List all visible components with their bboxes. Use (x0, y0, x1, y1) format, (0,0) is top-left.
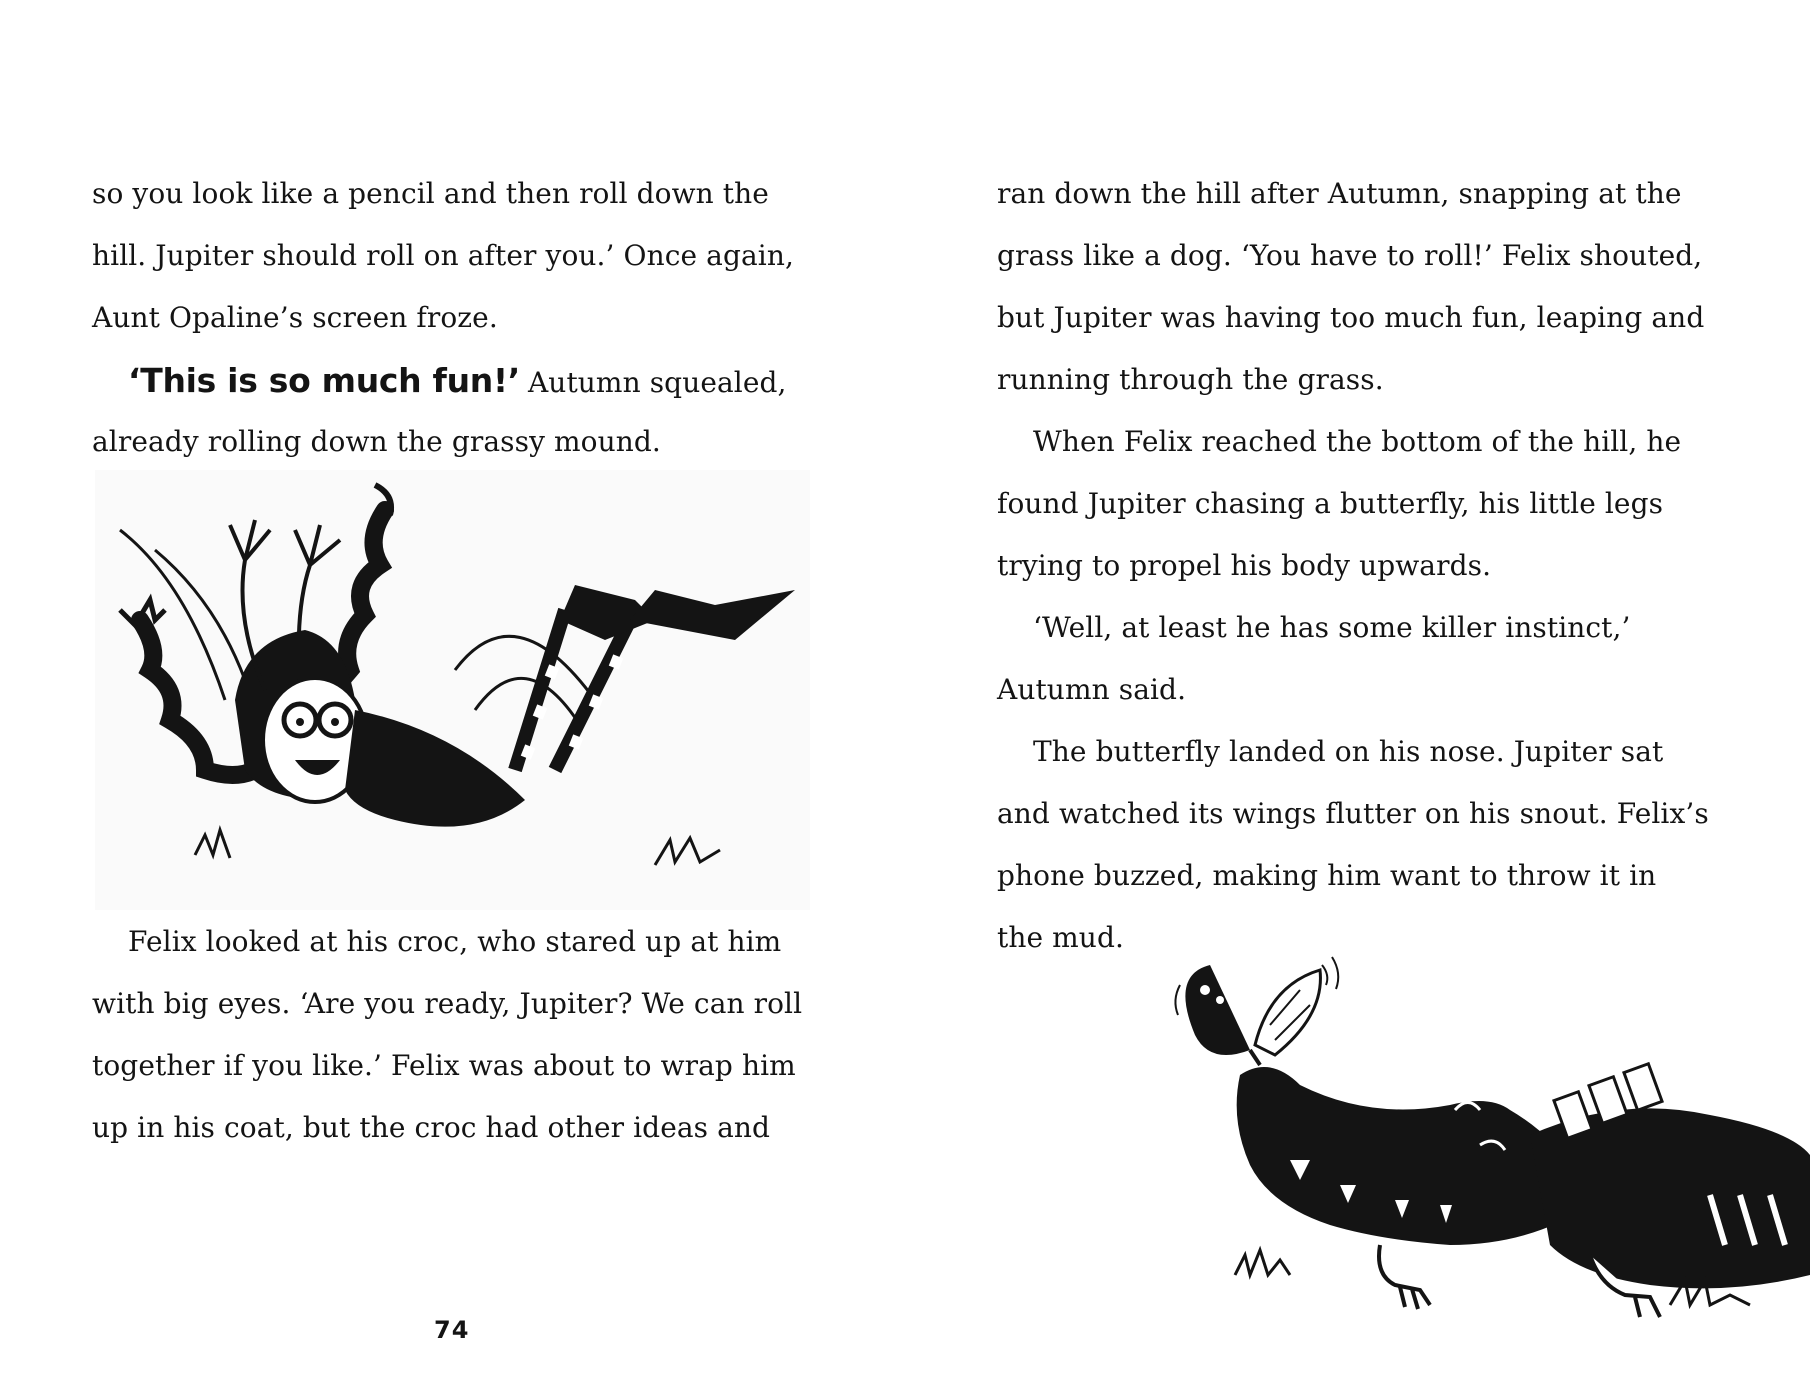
text-line: the mud. (997, 921, 1124, 954)
text-line: grass like a dog. ‘You have to roll!’ Felix shouted, (997, 239, 1703, 272)
text-line (997, 425, 1682, 458)
autumn-rolling-illustration (95, 470, 810, 910)
text-line: with big eyes. ‘Are you ready, Jupiter? We can roll (92, 987, 803, 1020)
text-line: running through the grass. (997, 363, 1384, 396)
crocodile-butterfly-illustration (1150, 945, 1810, 1400)
text-line: phone buzzed, making him want to throw it in (997, 859, 1657, 892)
text-line-content: The butterfly landed on his nose. Jupiter sat (1033, 735, 1664, 768)
text-line: up in his coat, but the croc had other ideas and (92, 1111, 771, 1144)
text-line-content: When Felix reached the bottom of the hill, he (1033, 425, 1682, 458)
exclamation-text: ‘This is so much fun!’ (128, 361, 520, 400)
exclamation-rest: Autumn squealed, (527, 366, 787, 399)
text-line: trying to propel his body upwards. (997, 549, 1492, 582)
text-line: but Jupiter was having too much fun, leaping and (997, 301, 1705, 334)
exclamation-line (92, 361, 787, 400)
text-line: Aunt Opaline’s screen froze. (92, 301, 498, 334)
text-line: and watched its wings flutter on his snout. Felix’s (997, 797, 1709, 830)
text-line: found Jupiter chasing a butterfly, his little legs (997, 487, 1664, 520)
text-line (997, 611, 1631, 644)
text-line (92, 925, 782, 958)
text-line: so you look like a pencil and then roll down the (92, 177, 769, 210)
text-line: hill. Jupiter should roll on after you.’ Once again, (92, 239, 794, 272)
page-number: 74 (434, 1316, 470, 1344)
text-line: ran down the hill after Autumn, snapping at the (997, 177, 1682, 210)
text-line-content: Felix looked at his croc, who stared up at him (128, 925, 782, 958)
text-line: already rolling down the grassy mound. (92, 425, 661, 458)
text-line-content: ‘Well, at least he has some killer instinct,’ (1033, 611, 1631, 644)
text-line: Autumn said. (997, 673, 1187, 706)
text-line (997, 735, 1664, 768)
text-line: together if you like.’ Felix was about to wrap him (92, 1049, 796, 1082)
